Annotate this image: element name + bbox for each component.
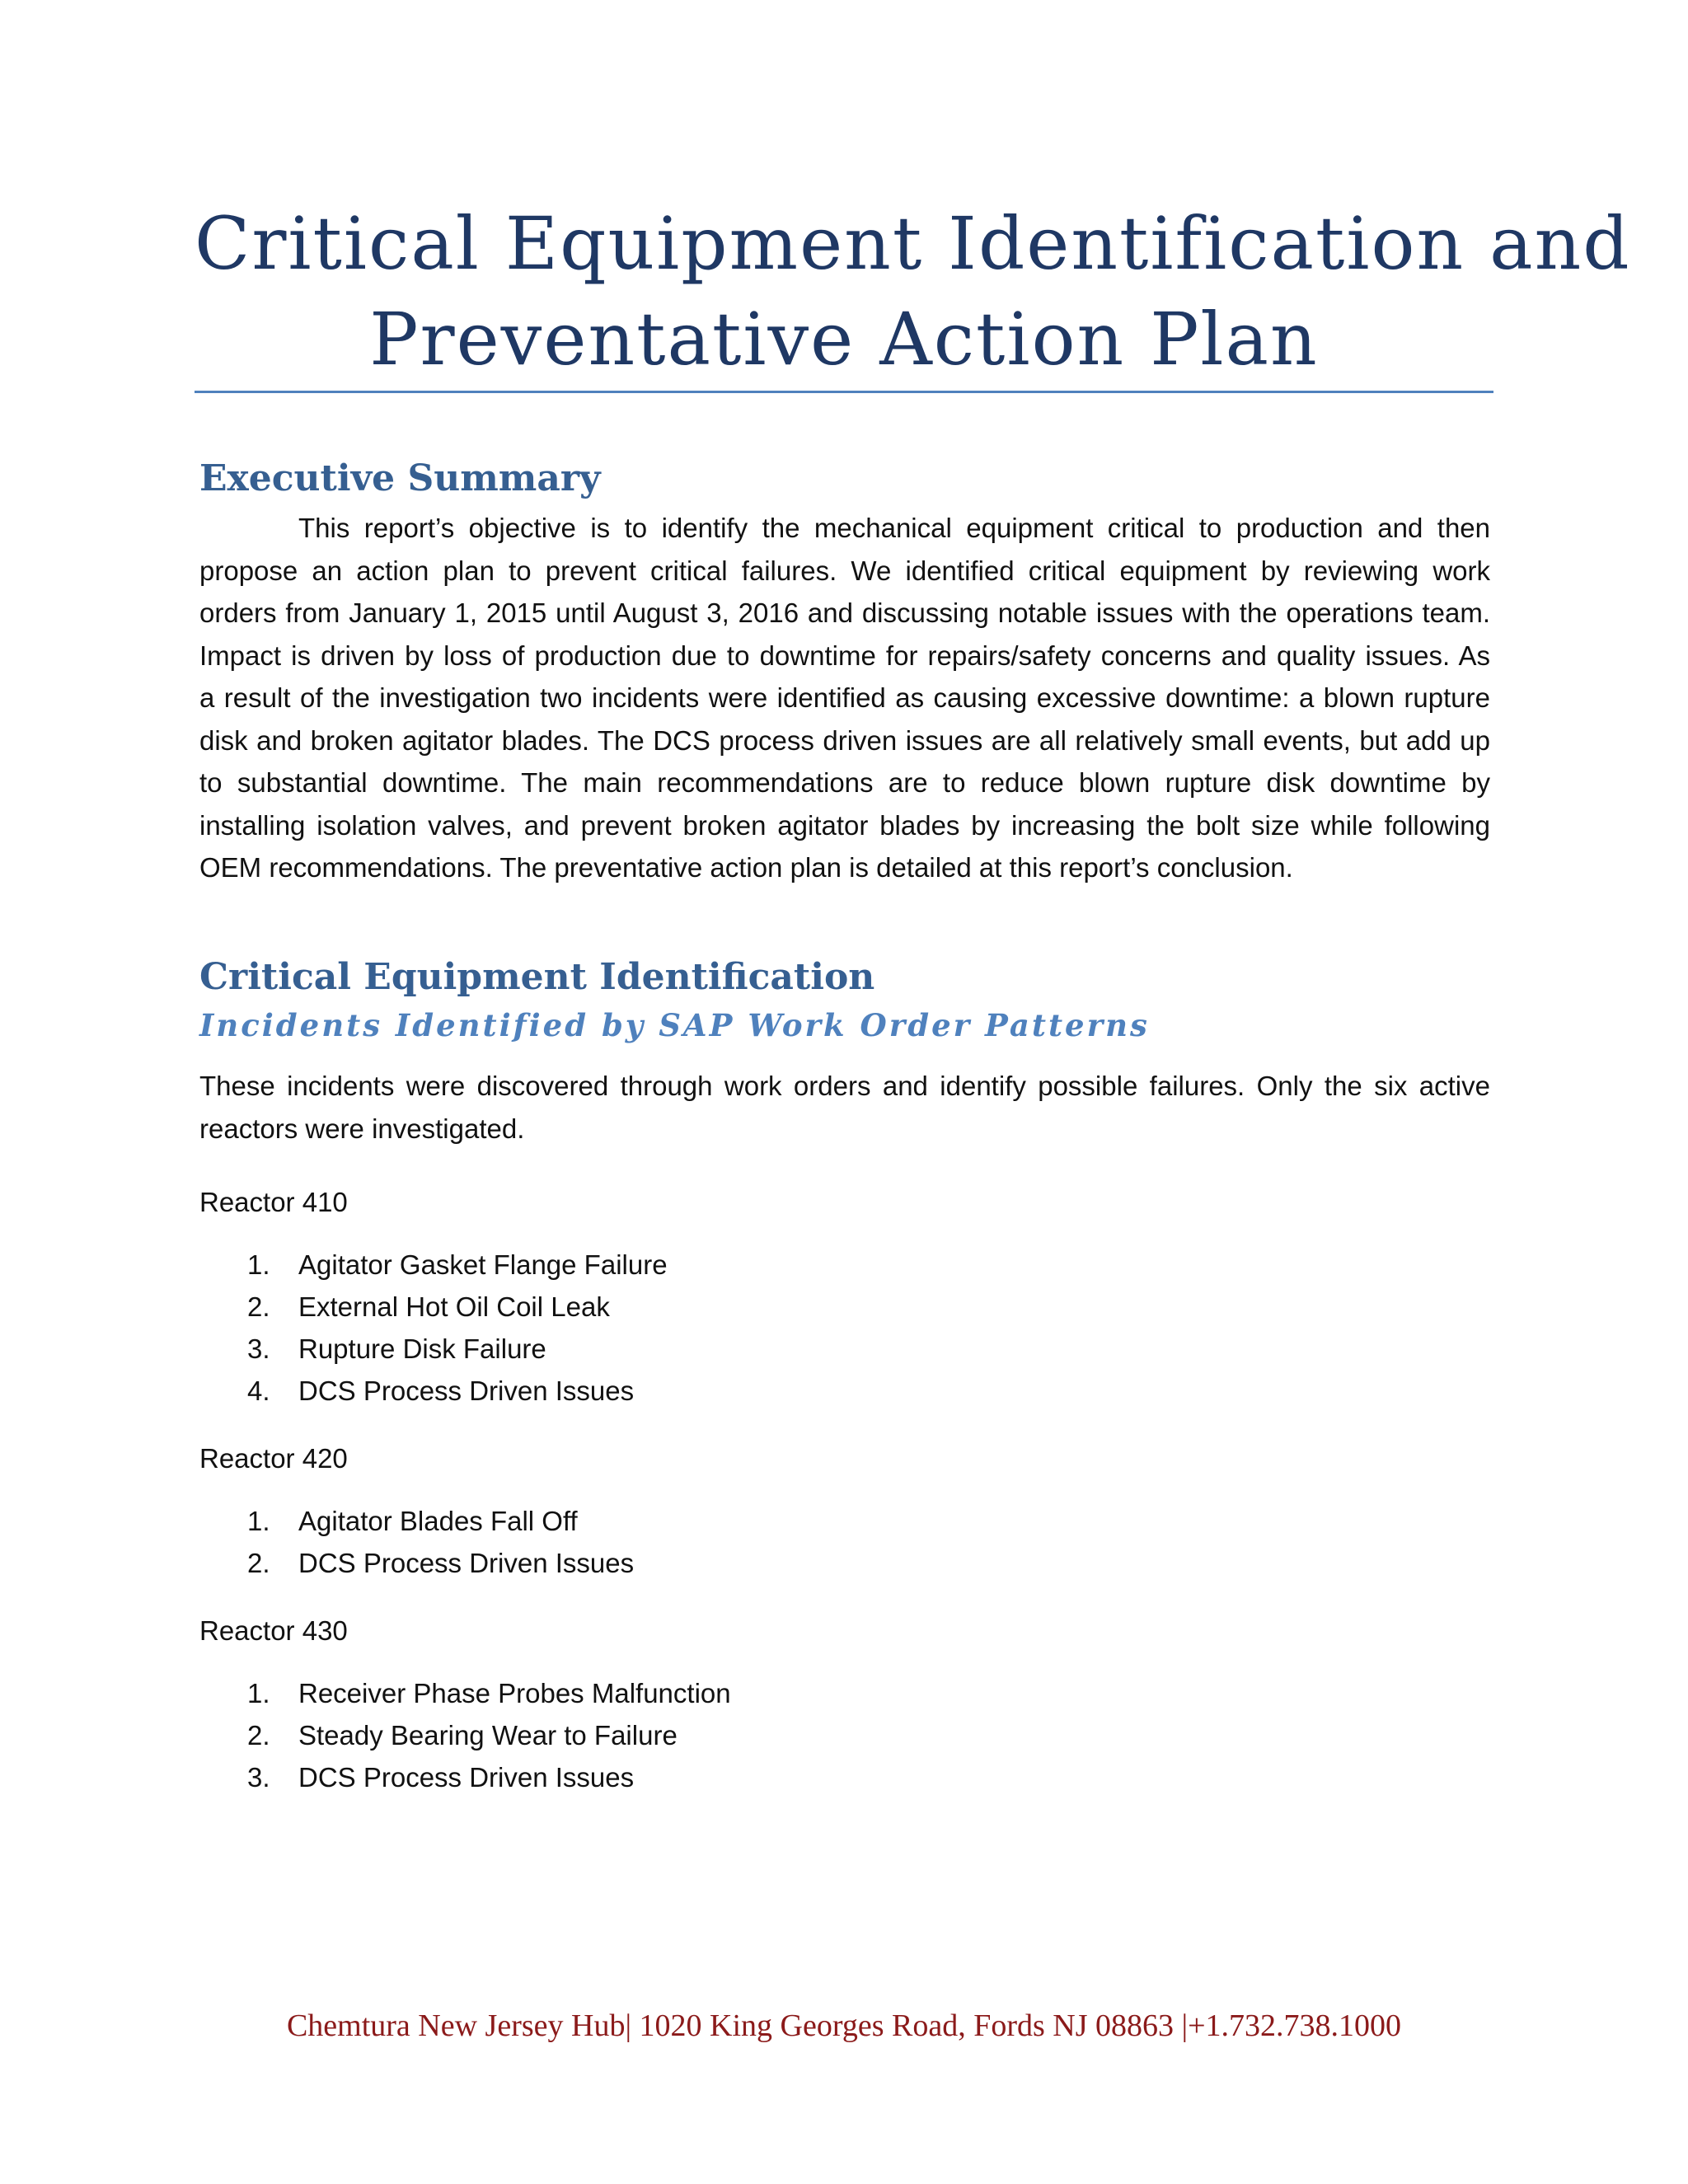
executive-summary-heading: Executive Summary (199, 457, 601, 499)
executive-summary-paragraph (199, 507, 1490, 889)
list-number: 2. (247, 1548, 270, 1578)
intro-line: reactors were investigated. (199, 1113, 525, 1144)
summary-line: propose an action plan to prevent critical failures. We identified critical equipment by reviewing work (199, 555, 1490, 586)
summary-line: This report’s objective is to identify the mechanical equipment critical to production and then (298, 513, 1490, 543)
list-text: Receiver Phase Probes Malfunction (298, 1678, 731, 1708)
list-text: DCS Process Driven Issues (298, 1548, 635, 1578)
critical-equipment-heading: Critical Equipment Identification (199, 956, 875, 998)
reactor-410-label: Reactor 410 (199, 1187, 348, 1217)
summary-line: a result of the investigation two incidents were identified as causing excessive downtime: a blown rupture (199, 682, 1490, 713)
reactor-430-label: Reactor 430 (199, 1615, 348, 1646)
list-number: 4. (247, 1376, 270, 1406)
list-number: 1. (247, 1678, 270, 1708)
document-title-line-1: Critical Equipment Identification and (195, 201, 1631, 286)
list-text: External Hot Oil Coil Leak (298, 1291, 610, 1322)
list-text: DCS Process Driven Issues (298, 1376, 635, 1406)
page-footer: Chemtura New Jersey Hub| 1020 King Georges Road, Fords NJ 08863 |+1.732.738.1000 (286, 2008, 1402, 2043)
summary-line: Impact is driven by loss of production due to downtime for repairs/safety concerns and quality issues. As (199, 640, 1490, 671)
reactor-420-label: Reactor 420 (199, 1443, 348, 1474)
list-text: Rupture Disk Failure (298, 1333, 546, 1364)
incidents-subheading: Incidents Identified by SAP Work Order Patterns (199, 1007, 1150, 1043)
list-number: 3. (247, 1333, 270, 1364)
list-number: 1. (247, 1249, 270, 1280)
list-number: 2. (247, 1291, 270, 1322)
summary-line: OEM recommendations. The preventative action plan is detailed at this report’s conclusion. (199, 852, 1293, 883)
summary-line: orders from January 1, 2015 until August 3, 2016 and discussing notable issues with the operations team. (199, 598, 1490, 628)
list-text: Agitator Blades Fall Off (298, 1506, 578, 1536)
summary-line: disk and broken agitator blades. The DCS process driven issues are all relatively small events, but add up (199, 724, 1490, 756)
incidents-intro-paragraph (199, 1065, 1490, 1150)
title-divider (195, 391, 1493, 393)
document-title-line-2: Preventative Action Plan (369, 297, 1319, 382)
list-text: Steady Bearing Wear to Failure (298, 1720, 678, 1750)
list-text: DCS Process Driven Issues (298, 1762, 635, 1793)
intro-line: These incidents were discovered through work orders and identify possible failures. Only the six active (199, 1071, 1490, 1101)
summary-line: to substantial downtime. The main recommendations are to reduce blown rupture disk downtime by (199, 767, 1490, 798)
list-number: 2. (247, 1720, 270, 1750)
list-text: Agitator Gasket Flange Failure (298, 1249, 668, 1280)
summary-line: installing isolation valves, and prevent broken agitator blades by increasing the bolt size while following (199, 809, 1490, 841)
list-number: 1. (247, 1506, 270, 1536)
list-number: 3. (247, 1762, 270, 1793)
document-title (195, 196, 1631, 387)
